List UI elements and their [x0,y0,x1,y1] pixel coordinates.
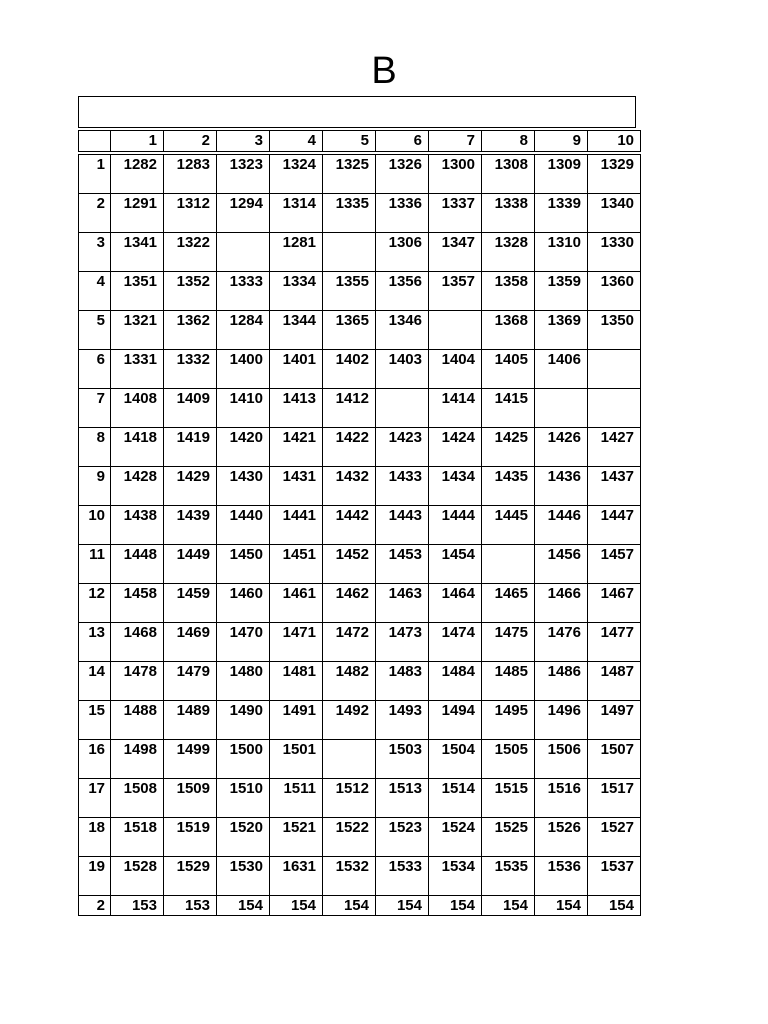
table-cell: 1532 [323,857,376,896]
table-cell: 1358 [482,272,535,311]
table-cell: 1535 [482,857,535,896]
table-cell: 1521 [270,818,323,857]
table-cell: 1424 [429,428,482,467]
table-cell: 1355 [323,272,376,311]
table-cell: 1439 [164,506,217,545]
table-cell: 1309 [535,155,588,194]
table-row [79,389,641,428]
table-cell: 1414 [429,389,482,428]
table-cell: 1310 [535,233,588,272]
number-grid [78,130,641,916]
table-cell: 1338 [482,194,535,233]
table-cell: 1430 [217,467,270,506]
table-cell: 1291 [111,194,164,233]
table-cell: 1450 [217,545,270,584]
table-cell: 153 [111,896,164,916]
table-cell: 1492 [323,701,376,740]
table-cell: 1420 [217,428,270,467]
table-cell: 1362 [164,311,217,350]
table-row [79,896,641,916]
table-cell: 1494 [429,701,482,740]
table-row [79,467,641,506]
table-cell: 1534 [429,857,482,896]
corner-cell [79,131,111,152]
table-cell: 1504 [429,740,482,779]
table-cell: 1418 [111,428,164,467]
table-cell: 1631 [270,857,323,896]
table-cell: 1335 [323,194,376,233]
table-cell: 1283 [164,155,217,194]
table-cell: 1360 [588,272,641,311]
table-cell: 1478 [111,662,164,701]
table-cell: 1475 [482,623,535,662]
table-cell: 1312 [164,194,217,233]
table-cell: 1426 [535,428,588,467]
table-cell: 1457 [588,545,641,584]
table-cell: 1511 [270,779,323,818]
table-cell: 1330 [588,233,641,272]
table-cell: 1526 [535,818,588,857]
table-cell: 1510 [217,779,270,818]
table-cell: 1404 [429,350,482,389]
table-cell: 1467 [588,584,641,623]
table-cell: 1443 [376,506,429,545]
table-cell: 1462 [323,584,376,623]
table-cell: 1463 [376,584,429,623]
row-label-cell: 12 [79,584,111,623]
table-cell [217,233,270,272]
table-cell: 1334 [270,272,323,311]
table-cell: 1481 [270,662,323,701]
table-cell: 154 [535,896,588,916]
table-cell: 1454 [429,545,482,584]
table-cell: 154 [429,896,482,916]
table-row [79,779,641,818]
table-cell: 1520 [217,818,270,857]
table-cell: 1529 [164,857,217,896]
table-cell: 1518 [111,818,164,857]
table-row [79,857,641,896]
table-cell: 1449 [164,545,217,584]
table-cell [588,350,641,389]
column-header-row [79,131,641,152]
row-label-cell: 3 [79,233,111,272]
table-cell: 1508 [111,779,164,818]
row-label-cell: 2 [79,896,111,916]
row-label-cell: 18 [79,818,111,857]
table-cell: 1464 [429,584,482,623]
table-cell: 1432 [323,467,376,506]
table-cell: 1460 [217,584,270,623]
table-row [79,584,641,623]
table-cell: 1427 [588,428,641,467]
table-row [79,662,641,701]
table-cell: 1350 [588,311,641,350]
row-label-cell: 4 [79,272,111,311]
table-cell: 1451 [270,545,323,584]
table-row [79,233,641,272]
table-cell: 1536 [535,857,588,896]
table-cell: 1434 [429,467,482,506]
table-cell: 1503 [376,740,429,779]
table-cell: 1429 [164,467,217,506]
table-cell: 1446 [535,506,588,545]
table-cell: 154 [323,896,376,916]
table-cell: 1533 [376,857,429,896]
table-cell: 1400 [217,350,270,389]
table-cell: 1351 [111,272,164,311]
table-cell: 1513 [376,779,429,818]
row-label-cell: 11 [79,545,111,584]
table-cell: 1522 [323,818,376,857]
table-cell: 1500 [217,740,270,779]
table-cell: 1537 [588,857,641,896]
table-cell: 1408 [111,389,164,428]
table-cell: 1357 [429,272,482,311]
table-cell: 1512 [323,779,376,818]
table-cell: 1528 [111,857,164,896]
table-cell [588,389,641,428]
table-cell: 1422 [323,428,376,467]
table-cell: 1401 [270,350,323,389]
table-cell: 1440 [217,506,270,545]
table-row [79,155,641,194]
table-cell: 154 [482,896,535,916]
table-cell: 1482 [323,662,376,701]
table-cell [323,233,376,272]
table-cell: 1423 [376,428,429,467]
row-label-cell: 6 [79,350,111,389]
table-cell: 1341 [111,233,164,272]
table-cell [535,389,588,428]
table-cell: 1402 [323,350,376,389]
column-header-cell: 9 [535,131,588,152]
column-header-cell: 6 [376,131,429,152]
table-cell: 1456 [535,545,588,584]
row-label-cell: 10 [79,506,111,545]
row-label-cell: 7 [79,389,111,428]
table-cell: 1322 [164,233,217,272]
table-row [79,623,641,662]
table-cell: 1486 [535,662,588,701]
table-row [79,194,641,233]
table-cell: 1442 [323,506,376,545]
table-cell: 1412 [323,389,376,428]
table-cell: 1314 [270,194,323,233]
table-cell: 1441 [270,506,323,545]
table-cell: 1523 [376,818,429,857]
row-label-cell: 17 [79,779,111,818]
table-row [79,311,641,350]
table-cell: 1405 [482,350,535,389]
table-row [79,818,641,857]
column-header-cell: 8 [482,131,535,152]
table-cell: 1491 [270,701,323,740]
table-cell: 1347 [429,233,482,272]
table-cell: 1509 [164,779,217,818]
table-cell: 1445 [482,506,535,545]
table-cell: 1458 [111,584,164,623]
table-cell: 1480 [217,662,270,701]
table-cell: 154 [217,896,270,916]
table-cell: 1435 [482,467,535,506]
row-label-cell: 9 [79,467,111,506]
table-cell: 1410 [217,389,270,428]
row-label-cell: 14 [79,662,111,701]
table-cell: 1474 [429,623,482,662]
table-cell: 1514 [429,779,482,818]
table-cell: 1326 [376,155,429,194]
table-cell: 1281 [270,233,323,272]
table-cell: 1485 [482,662,535,701]
table-cell [323,740,376,779]
table-cell: 1515 [482,779,535,818]
table-cell: 1476 [535,623,588,662]
table-cell: 1506 [535,740,588,779]
table-row [79,428,641,467]
row-label-cell: 2 [79,194,111,233]
table-cell: 1501 [270,740,323,779]
table-cell: 1459 [164,584,217,623]
table-cell: 1403 [376,350,429,389]
table-row [79,272,641,311]
table-cell: 1323 [217,155,270,194]
column-header-cell: 10 [588,131,641,152]
table-cell: 1497 [588,701,641,740]
row-label-cell: 16 [79,740,111,779]
table-cell: 1332 [164,350,217,389]
table-cell: 1337 [429,194,482,233]
table-cell [482,545,535,584]
row-label-cell: 1 [79,155,111,194]
table-row [79,701,641,740]
table-cell: 1333 [217,272,270,311]
table-cell: 1498 [111,740,164,779]
table-cell: 1505 [482,740,535,779]
table-row [79,506,641,545]
table-cell: 154 [376,896,429,916]
table-cell: 1331 [111,350,164,389]
row-label-cell: 5 [79,311,111,350]
table-cell: 1325 [323,155,376,194]
table-cell: 1493 [376,701,429,740]
column-header-cell: 7 [429,131,482,152]
table-cell: 1453 [376,545,429,584]
table-cell: 1346 [376,311,429,350]
column-header-cell: 1 [111,131,164,152]
table-cell: 1421 [270,428,323,467]
table-cell: 1525 [482,818,535,857]
table-cell: 1425 [482,428,535,467]
table-cell: 1484 [429,662,482,701]
table-cell: 1344 [270,311,323,350]
table-cell: 1447 [588,506,641,545]
column-header-cell: 4 [270,131,323,152]
table-cell: 154 [270,896,323,916]
table-cell: 1369 [535,311,588,350]
column-header-cell: 2 [164,131,217,152]
table-cell: 1359 [535,272,588,311]
table-cell: 154 [588,896,641,916]
column-header-cell: 3 [217,131,270,152]
table-cell: 1300 [429,155,482,194]
table-cell [429,311,482,350]
table-cell: 1413 [270,389,323,428]
table-cell: 1479 [164,662,217,701]
table-cell: 1294 [217,194,270,233]
table-cell: 1306 [376,233,429,272]
table-cell: 1444 [429,506,482,545]
table-cell: 1406 [535,350,588,389]
table-cell: 1499 [164,740,217,779]
table-cell: 1321 [111,311,164,350]
table-cell: 1415 [482,389,535,428]
table-cell: 1282 [111,155,164,194]
table-cell: 1368 [482,311,535,350]
page-title: B [371,50,397,92]
table-cell: 1284 [217,311,270,350]
table-cell: 1517 [588,779,641,818]
table-row [79,350,641,389]
table-cell: 1448 [111,545,164,584]
table-cell: 1465 [482,584,535,623]
table-cell: 1516 [535,779,588,818]
row-label-cell: 13 [79,623,111,662]
table-cell: 1527 [588,818,641,857]
table-cell: 1437 [588,467,641,506]
table-cell: 1339 [535,194,588,233]
table-cell: 1436 [535,467,588,506]
table-cell: 1471 [270,623,323,662]
table-cell: 1473 [376,623,429,662]
table-cell: 1466 [535,584,588,623]
row-label-cell: 19 [79,857,111,896]
table-cell: 1452 [323,545,376,584]
table-cell: 1519 [164,818,217,857]
table-cell: 1419 [164,428,217,467]
table-cell: 1495 [482,701,535,740]
table-cell: 1524 [429,818,482,857]
table-cell [376,389,429,428]
table-cell: 1483 [376,662,429,701]
row-label-cell: 15 [79,701,111,740]
table-cell: 1461 [270,584,323,623]
table-cell: 1472 [323,623,376,662]
table-row [79,740,641,779]
table-cell: 1308 [482,155,535,194]
table-cell: 1340 [588,194,641,233]
table-cell: 1409 [164,389,217,428]
column-header-cell: 5 [323,131,376,152]
table-cell: 1470 [217,623,270,662]
table-cell: 1489 [164,701,217,740]
row-label-cell: 8 [79,428,111,467]
table-cell: 1490 [217,701,270,740]
table-cell: 1487 [588,662,641,701]
table-cell: 1433 [376,467,429,506]
table-cell: 1324 [270,155,323,194]
table-cell: 1336 [376,194,429,233]
table-cell: 153 [164,896,217,916]
table-cell: 1431 [270,467,323,506]
table-cell: 1356 [376,272,429,311]
blank-header-box [78,96,636,128]
table-cell: 1530 [217,857,270,896]
table-cell: 1365 [323,311,376,350]
table-cell: 1477 [588,623,641,662]
table-cell: 1496 [535,701,588,740]
table-cell: 1329 [588,155,641,194]
table-cell: 1468 [111,623,164,662]
table-cell: 1507 [588,740,641,779]
table-row [79,545,641,584]
table-cell: 1469 [164,623,217,662]
table-cell: 1428 [111,467,164,506]
table-cell: 1438 [111,506,164,545]
table-cell: 1352 [164,272,217,311]
table-cell: 1328 [482,233,535,272]
table-cell: 1488 [111,701,164,740]
